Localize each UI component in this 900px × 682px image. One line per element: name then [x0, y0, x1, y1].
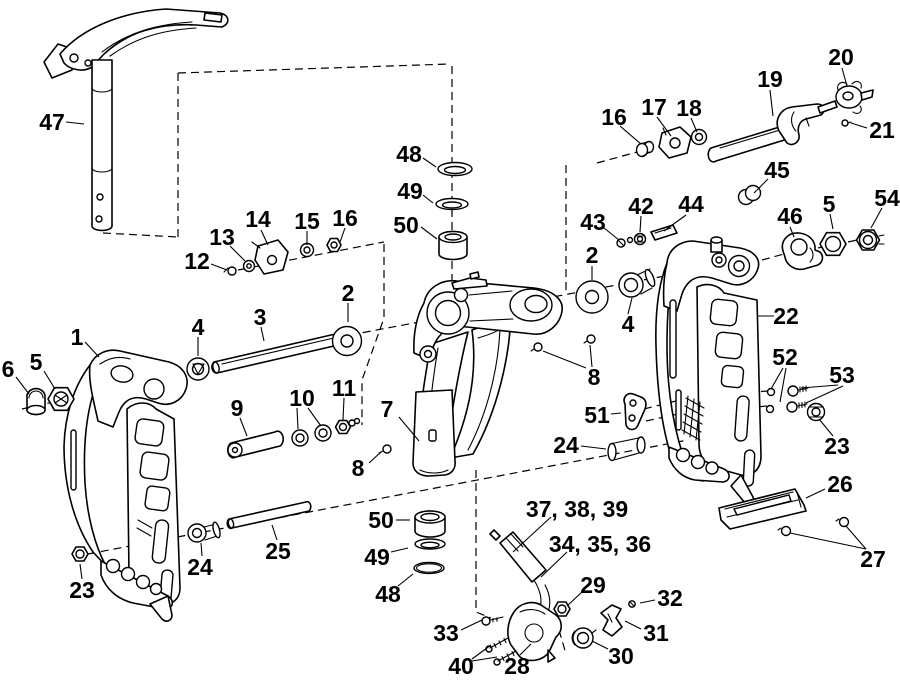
callout-30: 30: [608, 643, 634, 669]
leader-line-24: [581, 446, 606, 449]
callout-47: 47: [39, 109, 65, 135]
leader-line-33: [461, 620, 482, 630]
leader-line-47: [66, 122, 84, 124]
leader-line-54: [871, 208, 882, 228]
callout-26: 26: [827, 471, 853, 497]
leader-line-30: [592, 641, 608, 649]
part-washer-2-right: [576, 281, 608, 313]
leader-line-52: [771, 368, 783, 389]
part-washer-2-left: [333, 327, 362, 356]
callout-4: 4: [191, 314, 205, 340]
callout-49: 49: [364, 544, 390, 570]
leader-line-52: [780, 368, 786, 402]
fastener-set-52-53-23: [767, 386, 825, 421]
callout-24: 24: [553, 432, 579, 458]
part-tilt-rod-3: [212, 331, 349, 373]
leader-line-8: [543, 351, 586, 368]
leader-line-21: [851, 123, 867, 128]
leader-line-26: [806, 489, 825, 498]
leader-line-49: [423, 195, 433, 203]
callout-54: 54: [874, 185, 900, 211]
callout-24: 24: [187, 554, 213, 580]
part-tilt-tube-assembly-16-21: [637, 81, 874, 161]
callout-13: 13: [209, 224, 235, 250]
callout-32: 32: [657, 585, 683, 611]
leader-line-14: [261, 230, 268, 245]
leader-line-20: [842, 68, 847, 86]
callout-1: 1: [70, 324, 84, 350]
leader-line-53: [806, 386, 843, 403]
part-stern-bracket-right-22: [656, 237, 761, 505]
callout-2: 2: [341, 280, 355, 306]
leader-line-37-38-39: [513, 517, 551, 552]
callout-7: 7: [380, 396, 394, 422]
callout-10: 10: [289, 385, 315, 411]
callout-25: 25: [265, 538, 291, 564]
callout-29: 29: [580, 572, 606, 598]
callout-12: 12: [184, 248, 210, 274]
callout-37-38-39: 37, 38, 39: [525, 496, 629, 522]
leader-line-31: [625, 621, 641, 629]
thrust-washers-upper-48-49-50: [436, 163, 472, 260]
callout-16: 16: [332, 205, 358, 231]
screws-27: [778, 518, 849, 536]
callout-18: 18: [676, 95, 702, 121]
callout-46: 46: [777, 203, 803, 229]
callout-11: 11: [331, 375, 357, 401]
screws-8-right: [531, 335, 595, 351]
callout-22: 22: [773, 303, 799, 329]
callout-27: 27: [860, 546, 886, 572]
callout-23: 23: [824, 433, 850, 459]
callout-16: 16: [601, 104, 627, 130]
callout-28: 28: [504, 653, 530, 679]
part-plate-51: [624, 394, 646, 430]
leader-line-6: [16, 377, 29, 394]
callout-20: 20: [828, 44, 854, 70]
callout-51: 51: [584, 402, 610, 428]
callout-19: 19: [757, 66, 783, 92]
callout-48: 48: [396, 141, 422, 167]
callout-6: 6: [1, 356, 15, 382]
callout-53: 53: [829, 362, 855, 388]
leader-line-10: [297, 408, 298, 429]
callout-48: 48: [375, 581, 401, 607]
leader-line-43: [604, 228, 619, 240]
callout-45: 45: [764, 157, 790, 183]
callout-4: 4: [621, 311, 635, 337]
leader-line-51: [611, 413, 621, 414]
thrust-washers-lower-50-49-48: [414, 511, 445, 574]
leader-line-5: [44, 371, 55, 389]
callout-5: 5: [822, 191, 836, 217]
leader-line-48: [423, 158, 436, 167]
leader-line-40: [472, 657, 497, 661]
leader-line-12: [211, 264, 227, 270]
leader-line-49: [391, 548, 408, 552]
callout-34-35-36: 34, 35, 36: [548, 531, 652, 557]
callout-49: 49: [397, 178, 423, 204]
leader-line-19: [770, 90, 773, 116]
part-swivel-bracket-7: [413, 272, 562, 476]
callout-9: 9: [230, 395, 244, 421]
callout-3: 3: [253, 304, 267, 330]
part-bushing-4-left: [187, 358, 209, 380]
callout-40: 40: [448, 653, 474, 679]
fastener-set-9-10-11-8: [228, 419, 391, 458]
leader-line-11: [343, 398, 344, 420]
callout-50: 50: [393, 212, 419, 238]
callout-52: 52: [772, 344, 798, 370]
leader-line-1: [85, 342, 99, 357]
callout-50: 50: [368, 507, 394, 533]
part-anode-26: [719, 489, 806, 529]
part-bushing-4-right: [619, 268, 657, 297]
leader-line-50: [421, 227, 437, 239]
callout-17: 17: [641, 94, 667, 120]
callout-5: 5: [29, 349, 43, 375]
callout-8: 8: [351, 455, 365, 481]
leader-line-32: [640, 600, 655, 603]
part-steering-arm-47: [44, 9, 228, 231]
callout-33: 33: [433, 620, 459, 646]
callout-14: 14: [245, 206, 271, 232]
callout-23: 23: [69, 577, 95, 603]
callout-43: 43: [580, 209, 606, 235]
callout-31: 31: [643, 620, 669, 646]
callout-21: 21: [869, 117, 895, 143]
callout-8: 8: [587, 364, 601, 390]
callout-15: 15: [294, 208, 320, 234]
callout-44: 44: [678, 191, 704, 217]
leader-line-8: [369, 452, 381, 463]
callout-2: 2: [585, 242, 599, 268]
callout-42: 42: [628, 193, 654, 219]
